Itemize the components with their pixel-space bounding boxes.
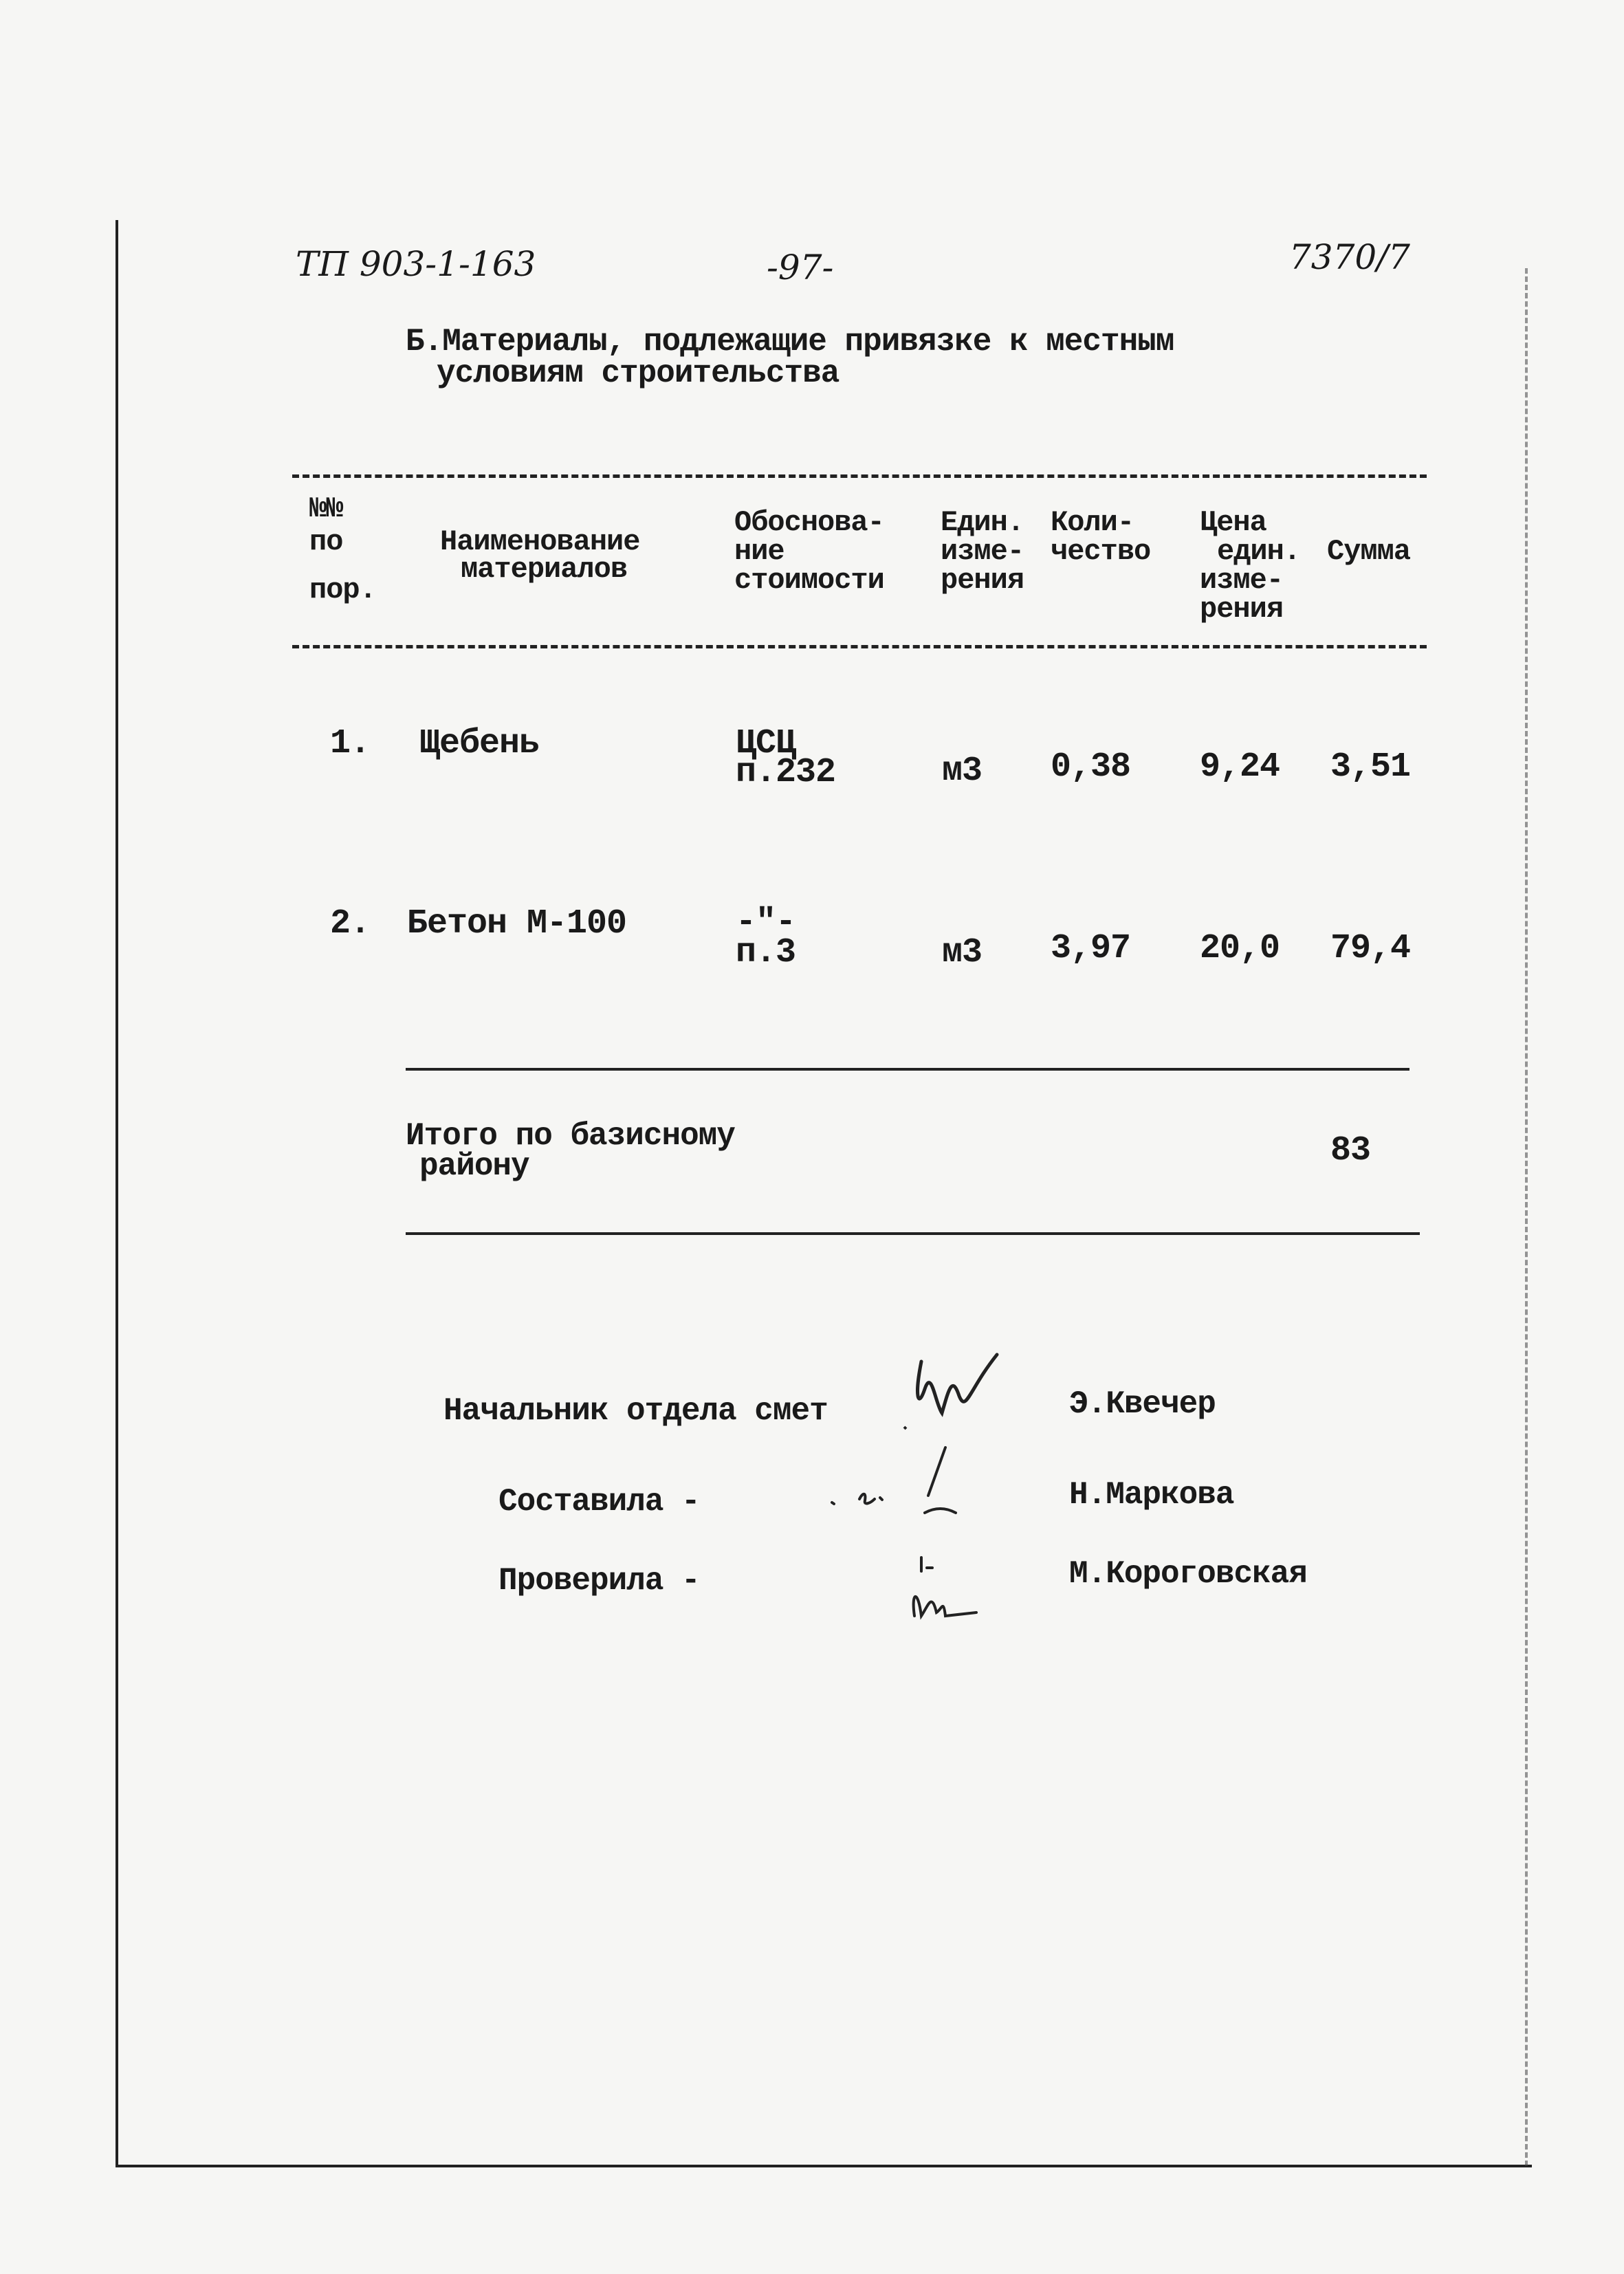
- page-number: -97-: [767, 248, 834, 287]
- row-num: 2.: [330, 904, 371, 943]
- row-unit: м3: [942, 933, 983, 972]
- row-qty: 3,97: [1051, 929, 1131, 968]
- col-header-sum: Сумма: [1327, 535, 1411, 568]
- section-title-line1: Б.Материалы, подлежащие привязке к местным: [406, 324, 1174, 360]
- page-frame-left: [116, 220, 118, 2166]
- handwritten-signature-3: [894, 1551, 1004, 1654]
- section-title-line2: условиям строительства: [437, 356, 840, 391]
- row-sum: 79,4: [1330, 929, 1411, 968]
- row-unit: м3: [942, 752, 983, 791]
- table-header-top-rule: [292, 474, 1427, 478]
- signature-name-compiled: Н.Маркова: [1069, 1477, 1234, 1513]
- total-label-line1: Итого по базисному: [406, 1118, 735, 1154]
- page-frame-right: [1525, 268, 1528, 2166]
- handwritten-signature-1: [894, 1348, 1024, 1437]
- document-code: ТП 903-1-163: [296, 244, 536, 284]
- signature-name-head: Э.Квечер: [1069, 1386, 1216, 1422]
- row-basis-item: п.3: [736, 933, 796, 972]
- total-value: 83: [1330, 1131, 1371, 1170]
- handwritten-signature-2: [825, 1444, 983, 1520]
- row-num: 1.: [330, 724, 371, 763]
- document-ref: 7370/7: [1289, 237, 1410, 277]
- table-header-bottom-rule: [292, 645, 1427, 648]
- signature-role-compiled: Составила -: [498, 1484, 700, 1520]
- row-basis: ЦСЦ: [736, 724, 796, 763]
- page-frame-bottom: [116, 2165, 1532, 2167]
- total-label-line2: району: [419, 1148, 529, 1184]
- row-price: 9,24: [1200, 747, 1280, 787]
- signature-role-checked: Проверила -: [498, 1563, 700, 1599]
- row-name: Щебень: [419, 724, 540, 763]
- signature-name-checked: М.Короговская: [1069, 1556, 1307, 1592]
- total-bottom-rule: [406, 1232, 1420, 1235]
- row-basis-item: п.232: [736, 753, 836, 792]
- row-basis: -"-: [736, 903, 796, 942]
- signature-role-head: Начальник отдела смет: [443, 1393, 828, 1429]
- row-name: Бетон М-100: [407, 904, 627, 943]
- row-qty: 0,38: [1051, 747, 1131, 787]
- total-top-rule: [406, 1068, 1409, 1071]
- row-price: 20,0: [1200, 929, 1280, 968]
- row-sum: 3,51: [1330, 747, 1411, 787]
